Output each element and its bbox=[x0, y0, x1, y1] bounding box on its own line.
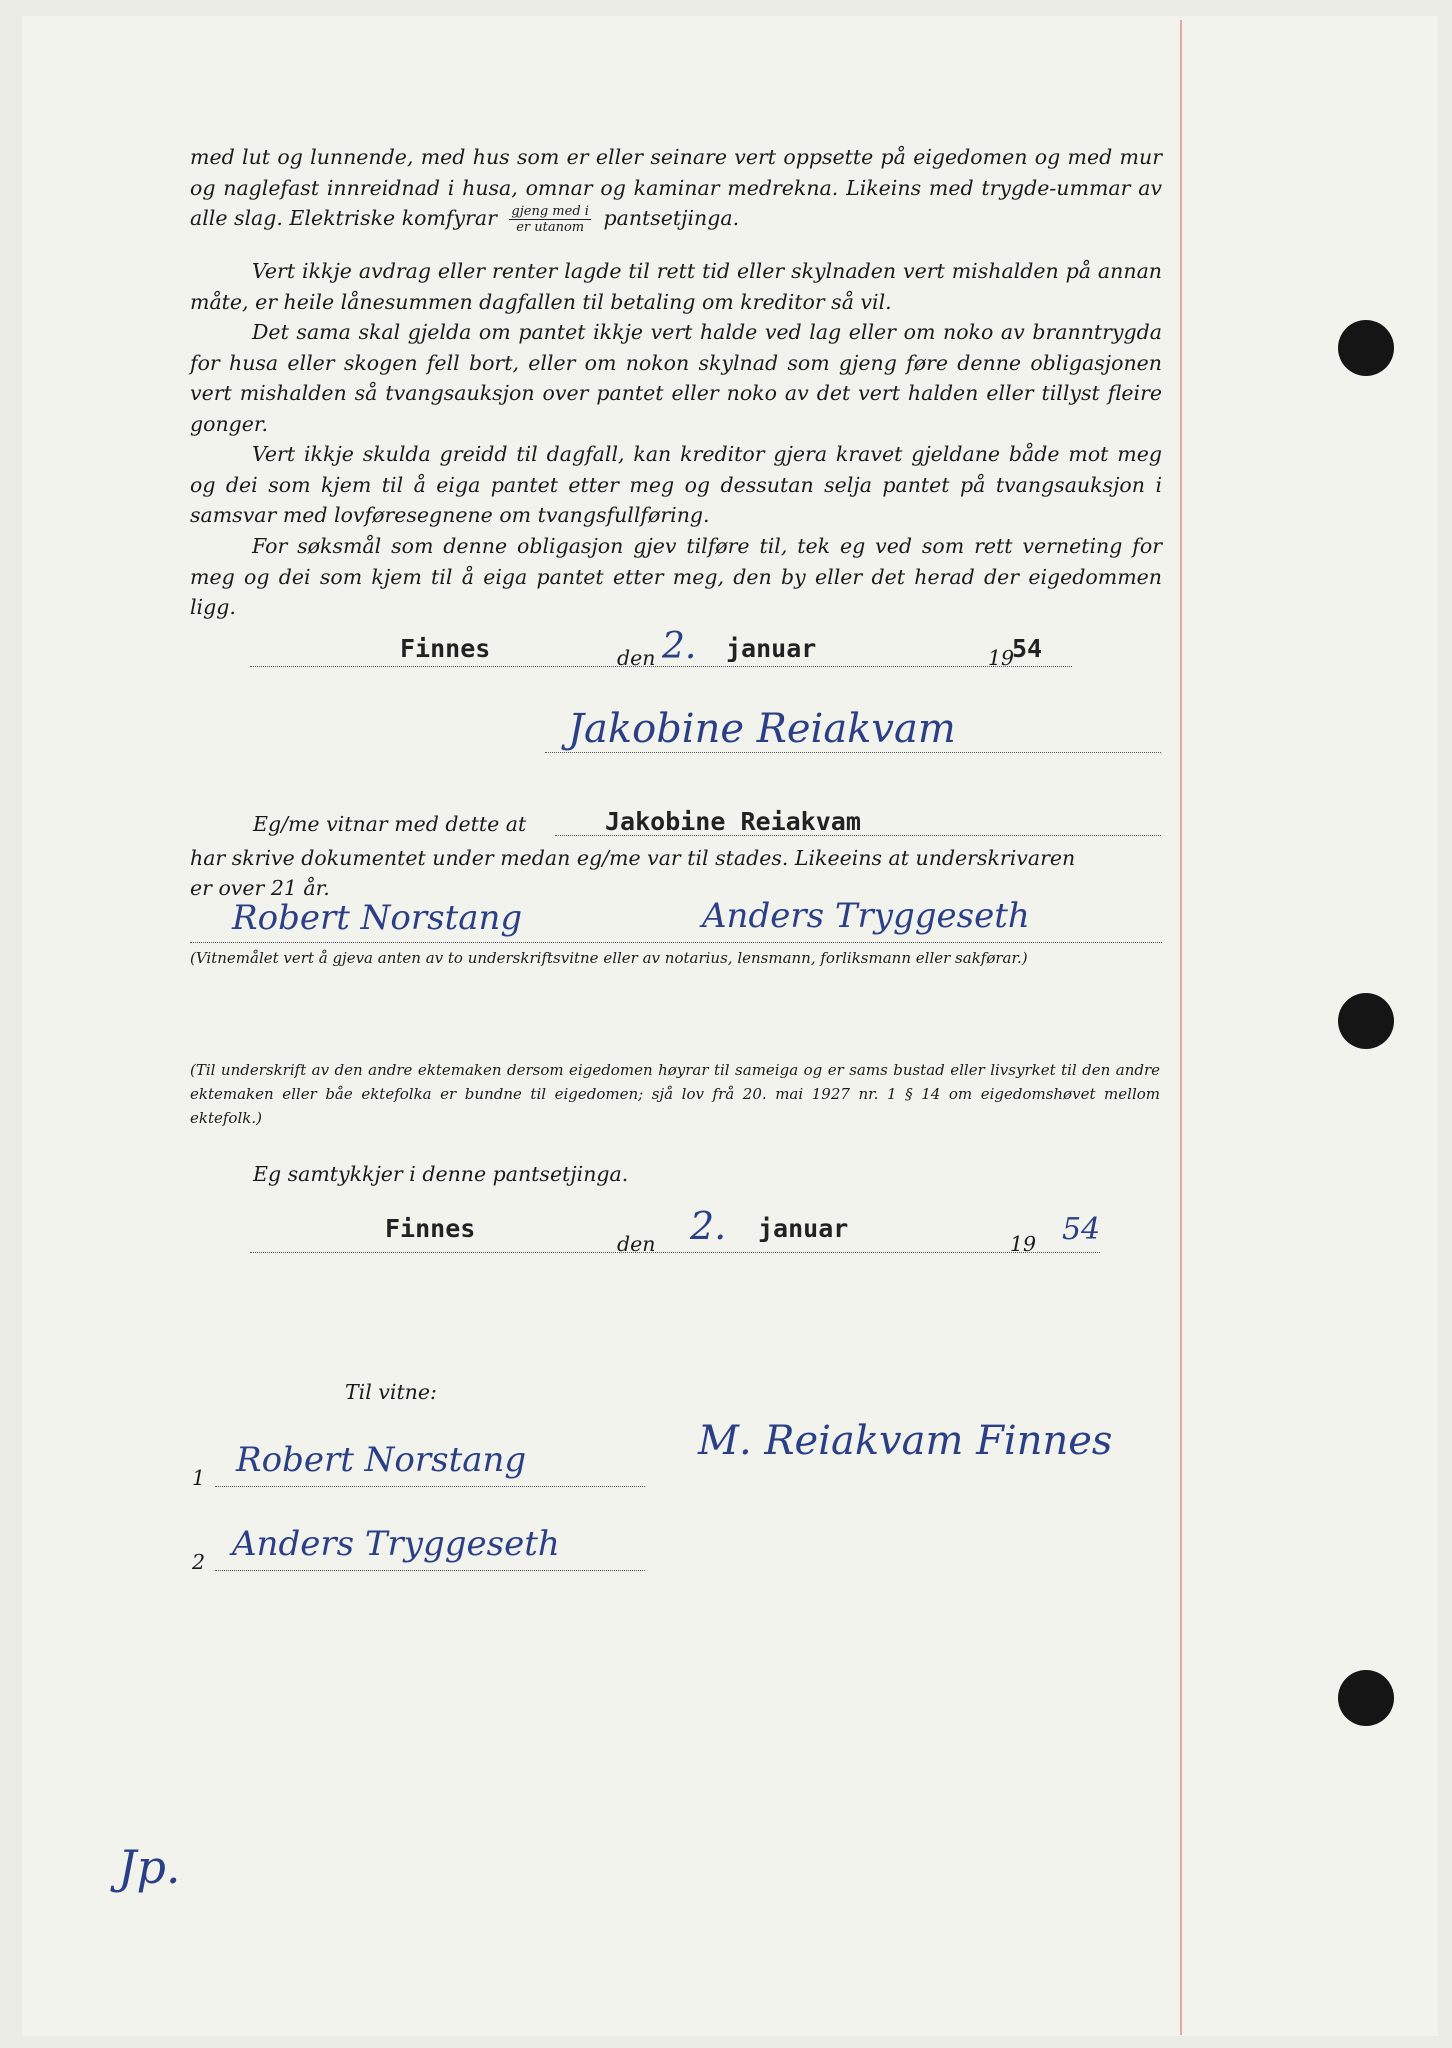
consent-text: Eg samtykkjer i denne pantsetjinga. bbox=[253, 1162, 629, 1186]
date-2-year-suffix: 54 bbox=[1062, 1212, 1101, 1247]
punch-hole-icon bbox=[1338, 1670, 1394, 1726]
date-1-year-suffix: 54 bbox=[1012, 634, 1043, 663]
date-2-day: 2. bbox=[690, 1204, 727, 1248]
witness-signature-1: Robert Norstang bbox=[232, 898, 523, 938]
spouse-note: (Til underskrift av den andre ektemaken dersom eigedomen høyrar til sameiga og er sams bustad eller livsyrket til den andre ektemaken eller båe ektefolka er bundne til eigedomen; sjå lov frå 20. mai 1927 nr. 1 § 14 om eigedomshøvet mellom ektefolk.) bbox=[190, 1061, 1160, 1127]
paragraph-1-end: pantsetjinga. bbox=[603, 206, 740, 230]
witness-2-number-1: 1 bbox=[192, 1466, 206, 1490]
date-line-2-rule bbox=[250, 1252, 1100, 1253]
date-1-day: 2. bbox=[662, 626, 697, 667]
witness-signature-rule bbox=[190, 942, 1162, 943]
signature-m-reiakvam-finnes: M. Reiakvam Finnes bbox=[698, 1418, 1113, 1464]
witness-2-signature-1: Robert Norstang bbox=[236, 1440, 527, 1480]
paragraph-1-text: med lut og lunnende, med hus som er eller seinare vert oppsette på eigedomen og med mur og naglefast innreidnad i husa, omnar og kaminar medrekna. Likeins med trygde-ummar av alle slag. Elektriske komfyrar bbox=[190, 145, 1162, 230]
witness-2-signature-2: Anders Tryggeseth bbox=[232, 1524, 560, 1564]
witness-line-3: er over 21 år. bbox=[190, 876, 330, 900]
punch-hole-icon bbox=[1338, 993, 1394, 1049]
date-2-den-label: den bbox=[617, 1232, 656, 1256]
signature-jakobine-reiakvam: Jakobine Reiakvam bbox=[568, 706, 956, 752]
body-paragraph-3: Det sama skal gjelda om pantet ikkje vert halde ved lag eller om noko av branntrygda for husa eller skogen fell bort, eller om nokon skylnad som gjeng føre denne obligasjonen vert mishalden så tvangsauksjon over pantet eller noko av det vert halden eller tillyst fleire gonger. bbox=[190, 320, 1162, 436]
date-1-den-label: den bbox=[617, 646, 656, 670]
margin-initials: Jp. bbox=[118, 1840, 181, 1894]
body-paragraph-1 bbox=[190, 142, 1162, 235]
date-1-month: januar bbox=[726, 634, 817, 663]
date-2-month: januar bbox=[758, 1214, 849, 1243]
witness-line-2: har skrive dokumentet under medan eg/me var til stades. Likeeins at underskrivaren bbox=[190, 846, 1076, 870]
signature-1-rule bbox=[545, 752, 1161, 753]
til-vitne-label: Til vitne: bbox=[345, 1380, 437, 1404]
date-1-year-prefix: 19 bbox=[988, 646, 1015, 670]
komfyr-fraction bbox=[509, 204, 591, 235]
date-line-1-rule bbox=[250, 666, 1072, 667]
fraction-bottom: er utanom bbox=[516, 220, 585, 235]
witness-2-rule-1 bbox=[215, 1486, 645, 1487]
red-margin-rule bbox=[1180, 20, 1182, 2035]
date-1-place: Finnes bbox=[400, 634, 491, 663]
body-paragraph-2: Vert ikkje avdrag eller renter lagde til rett tid eller skylnaden vert mishalden på annan måte, er heile lånesummen dagfallen til betaling om kreditor så vil. bbox=[190, 259, 1162, 314]
witness-2-rule-2 bbox=[215, 1570, 645, 1571]
body-paragraph-5: For søksmål som denne obligasjon gjev tilføre til, tek eg ved som rett verneting for meg og dei som kjem til å eiga pantet etter meg, den by eller det herad der eigedommen ligg. bbox=[190, 534, 1162, 619]
witness-intro: Eg/me vitnar med dette at bbox=[253, 812, 527, 836]
witness-signature-2: Anders Tryggeseth bbox=[702, 896, 1030, 936]
body-paragraph-4: Vert ikkje skulda greidd til dagfall, kan kreditor gjera kravet gjeldane både mot meg og dei som kjem til å eiga pantet etter meg og dessutan selja pantet på tvangsauksjon i samsvar med lovføresegnene om tvangsfullføring. bbox=[190, 442, 1162, 527]
punch-hole-icon bbox=[1338, 320, 1394, 376]
witness-typed-name: Jakobine Reiakvam bbox=[605, 807, 861, 836]
witness-2-number-2: 2 bbox=[192, 1550, 206, 1574]
witness-note: (Vitnemålet vert å gjeva anten av to underskriftsvitne eller av notarius, lensmann, forliksmann eller sakførar.) bbox=[190, 949, 1028, 967]
date-2-place: Finnes bbox=[385, 1214, 476, 1243]
date-2-year-prefix: 19 bbox=[1010, 1232, 1037, 1256]
fraction-top: gjeng med i bbox=[511, 204, 589, 219]
